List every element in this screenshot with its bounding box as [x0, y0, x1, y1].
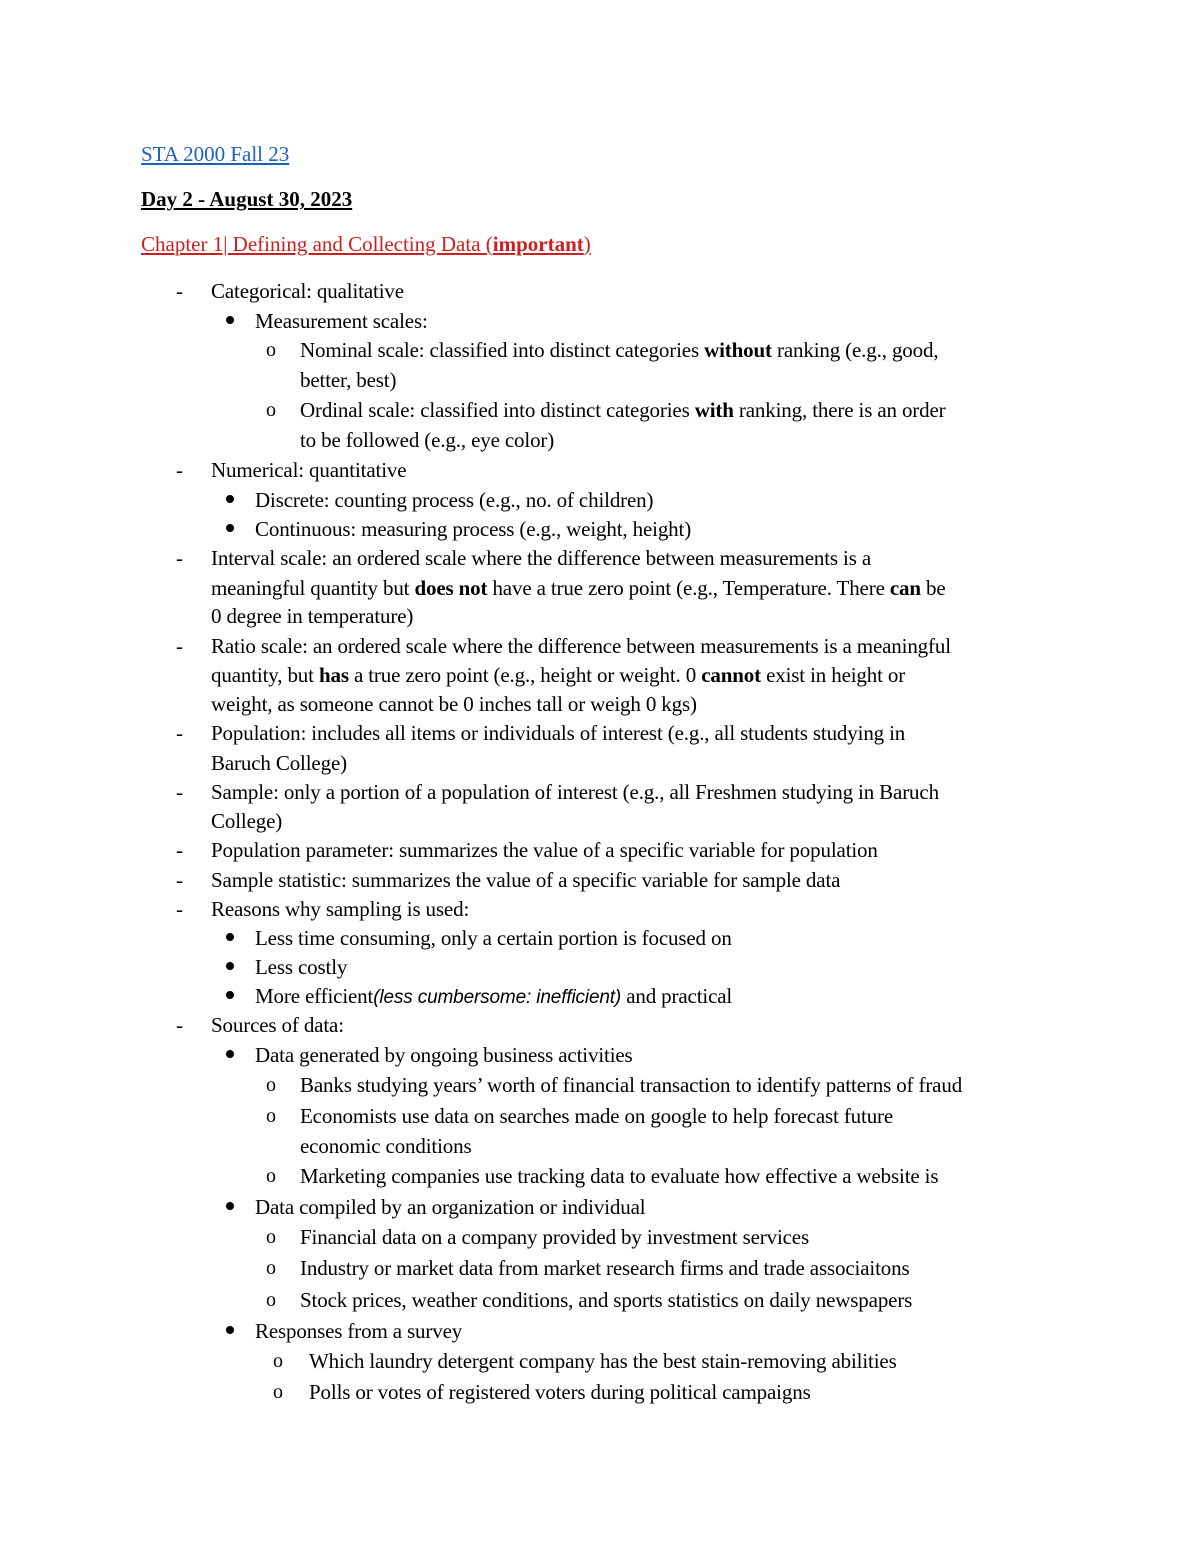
- list-item: Sample: only a portion of a population of interest (e.g., all Freshmen studying in Baruch: [211, 780, 939, 804]
- circle-marker: o: [266, 1226, 276, 1248]
- list-item: Ordinal scale: classified into distinct categories with ranking, there is an order: [300, 398, 946, 422]
- course-title[interactable]: STA 2000 Fall 23: [141, 142, 290, 166]
- circle-marker: o: [266, 399, 276, 421]
- list-item: Banks studying years’ worth of financial transaction to identify patterns of fraud: [300, 1073, 963, 1097]
- bullet-dot: [226, 524, 234, 532]
- list-item-continuation: Baruch College): [211, 751, 347, 775]
- circle-marker: o: [266, 1074, 276, 1096]
- list-item-continuation: quantity, but has a true zero point (e.g., height or weight. 0 cannot exist in height or: [211, 663, 906, 687]
- day-title: Day 2 - August 30, 2023: [141, 187, 353, 211]
- list-item: Data generated by ongoing business activities: [255, 1043, 633, 1067]
- bullet-dot: [226, 1326, 234, 1334]
- bullet-dot: [226, 1050, 234, 1058]
- list-item: Ratio scale: an ordered scale where the difference between measurements is a meaningful: [211, 634, 951, 658]
- chapter-suffix: ): [583, 232, 591, 256]
- list-item: Data compiled by an organization or individual: [255, 1195, 646, 1219]
- list-item-continuation: economic conditions: [300, 1134, 472, 1158]
- bullet-dot: [226, 495, 234, 503]
- dash-marker: -: [176, 868, 183, 892]
- circle-marker: o: [273, 1350, 283, 1372]
- list-item: Less time consuming, only a certain portion is focused on: [255, 926, 732, 950]
- list-item: Which laundry detergent company has the best stain-removing abilities: [309, 1349, 897, 1373]
- bullet-dot: [226, 1202, 234, 1210]
- list-item-continuation: College): [211, 809, 283, 833]
- list-item: More efficient(less cumbersome: inefficient) and practical: [255, 984, 733, 1008]
- list-item: Polls or votes of registered voters during political campaigns: [309, 1380, 811, 1404]
- list-item: Measurement scales:: [255, 309, 428, 333]
- dash-marker: -: [176, 634, 183, 658]
- circle-marker: o: [266, 1165, 276, 1187]
- list-item: Nominal scale: classified into distinct categories without ranking (e.g., good,: [300, 338, 939, 362]
- bullet-dot: [226, 962, 234, 970]
- circle-marker: o: [273, 1381, 283, 1403]
- chapter-prefix: Chapter 1| Defining and Collecting Data (: [141, 232, 493, 256]
- list-item: Less costly: [255, 955, 348, 979]
- list-item: Categorical: qualitative: [211, 279, 404, 303]
- bullet-dot: [226, 991, 234, 999]
- list-item: Marketing companies use tracking data to evaluate how effective a website is: [300, 1164, 939, 1188]
- list-item-continuation: better, best): [300, 368, 397, 392]
- dash-marker: -: [176, 546, 183, 570]
- list-item: Continuous: measuring process (e.g., weight, height): [255, 517, 692, 541]
- list-item: Economists use data on searches made on google to help forecast future: [300, 1104, 894, 1128]
- dash-marker: -: [176, 838, 183, 862]
- bullet-dot: [226, 933, 234, 941]
- dash-marker: -: [176, 458, 183, 482]
- dash-marker: -: [176, 780, 183, 804]
- list-item-continuation: meaningful quantity but does not have a true zero point (e.g., Temperature. There can be: [211, 576, 946, 600]
- circle-marker: o: [266, 1289, 276, 1311]
- list-item-continuation: 0 degree in temperature): [211, 604, 414, 628]
- list-item: Population parameter: summarizes the value of a specific variable for population: [211, 838, 878, 862]
- dash-marker: -: [176, 279, 183, 303]
- list-item: Interval scale: an ordered scale where the difference between measurements is a: [211, 546, 872, 570]
- list-item: Stock prices, weather conditions, and sports statistics on daily newspapers: [300, 1288, 913, 1312]
- list-item: Industry or market data from market research firms and trade associaitons: [300, 1256, 910, 1280]
- list-item: Population: includes all items or individuals of interest (e.g., all students studying in: [211, 721, 906, 745]
- circle-marker: o: [266, 1105, 276, 1127]
- dash-marker: -: [176, 721, 183, 745]
- list-item: Financial data on a company provided by investment services: [300, 1225, 810, 1249]
- list-item-continuation: to be followed (e.g., eye color): [300, 428, 555, 452]
- list-item-continuation: weight, as someone cannot be 0 inches tall or weigh 0 kgs): [211, 692, 697, 716]
- dash-marker: -: [176, 1013, 183, 1037]
- list-item: Discrete: counting process (e.g., no. of children): [255, 488, 654, 512]
- bullet-dot: [226, 316, 234, 324]
- list-item: Sources of data:: [211, 1013, 344, 1037]
- dash-marker: -: [176, 897, 183, 921]
- list-item: Sample statistic: summarizes the value of a specific variable for sample data: [211, 868, 841, 892]
- chapter-title: [141, 232, 591, 257]
- list-item: Responses from a survey: [255, 1319, 463, 1343]
- chapter-important: important: [492, 232, 584, 256]
- list-item: Numerical: quantitative: [211, 458, 407, 482]
- circle-marker: o: [266, 339, 276, 361]
- circle-marker: o: [266, 1257, 276, 1279]
- list-item: Reasons why sampling is used:: [211, 897, 470, 921]
